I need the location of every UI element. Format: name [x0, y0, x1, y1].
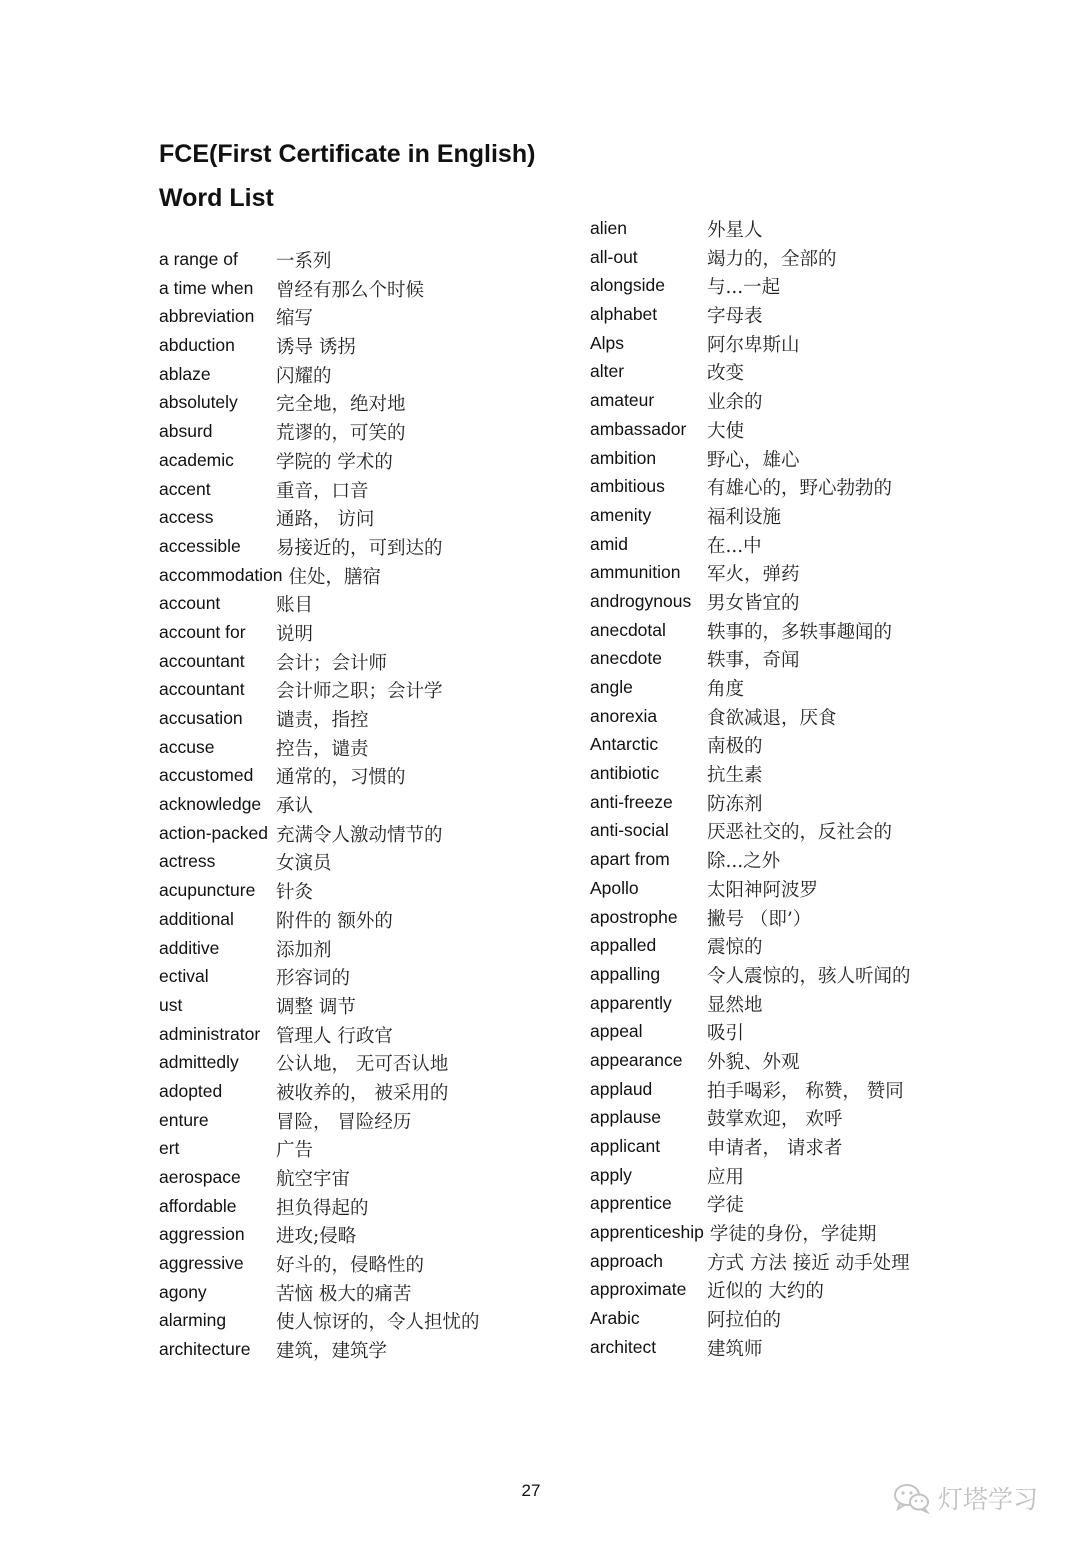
word-entry	[590, 331, 1010, 360]
word-entry	[159, 304, 579, 333]
english-word: angle	[590, 677, 633, 697]
english-word: accountant	[159, 679, 245, 700]
word-entry	[590, 704, 1010, 733]
chinese-meaning: 外貌、外观	[707, 1051, 800, 1073]
chinese-meaning: 完全地，绝对地	[276, 394, 406, 416]
chinese-meaning: 充满令人激动情节的	[276, 824, 443, 846]
chinese-meaning: 大使	[707, 420, 745, 442]
word-entry	[159, 620, 579, 649]
english-word: anorexia	[590, 705, 658, 726]
word-entry	[159, 763, 579, 792]
word-entry	[590, 790, 1010, 819]
word-entry	[159, 1022, 579, 1051]
chinese-meaning: 荒谬的，可笑的	[276, 423, 406, 445]
chinese-meaning: 显然地	[707, 994, 763, 1016]
english-word: amid	[590, 533, 628, 554]
word-entry	[159, 1108, 579, 1137]
chinese-meaning: 女演员	[276, 853, 332, 875]
chinese-meaning: 学院的 学术的	[276, 451, 393, 473]
english-word: alphabet	[590, 304, 658, 325]
word-entry	[590, 905, 1010, 934]
chinese-meaning: 在...中	[707, 535, 762, 557]
word-entry	[590, 417, 1010, 446]
word-entry	[159, 1251, 579, 1280]
word-entry	[159, 1308, 579, 1337]
word-entry	[159, 1337, 579, 1366]
english-word: ambitious	[590, 476, 665, 497]
chinese-meaning: 太阳神阿波罗	[707, 879, 819, 901]
word-entry	[590, 646, 1010, 675]
english-word: approximate	[590, 1279, 687, 1300]
word-entry	[159, 1165, 579, 1194]
english-word: applicant	[590, 1136, 661, 1156]
chinese-meaning: 令人震惊的，骇人听闻的	[707, 965, 911, 987]
english-word: Alps	[590, 332, 625, 353]
english-word: all-out	[590, 246, 638, 267]
chinese-meaning: 鼓掌欢迎， 欢呼	[707, 1109, 843, 1131]
word-entry	[159, 735, 579, 764]
word-entry	[159, 534, 579, 563]
word-entry	[159, 1194, 579, 1223]
page-title-line-2: Word List	[159, 184, 274, 212]
english-word: additional	[159, 908, 234, 929]
page-number: 27	[521, 1481, 541, 1500]
chinese-meaning: 学徒	[707, 1195, 745, 1217]
word-entry	[159, 362, 579, 391]
word-entry	[159, 849, 579, 878]
english-word: actress	[159, 851, 216, 872]
chinese-meaning: 改变	[707, 363, 745, 385]
word-entry	[590, 1306, 1010, 1335]
chinese-meaning: 针灸	[276, 882, 314, 904]
watermark-text: 灯塔学习	[938, 1485, 1039, 1514]
english-word: accommodation	[159, 564, 283, 585]
chinese-meaning: 承认	[276, 796, 314, 818]
english-word: a time when	[159, 277, 254, 298]
chinese-meaning: 管理人 行政官	[276, 1025, 393, 1047]
english-word: acupuncture	[159, 880, 256, 901]
chinese-meaning: 会计；会计师	[276, 652, 388, 674]
chinese-meaning: 公认地， 无可否认地	[276, 1054, 449, 1076]
chinese-meaning: 应用	[707, 1166, 745, 1188]
chinese-meaning: 广告	[276, 1140, 314, 1162]
english-word: aggression	[159, 1224, 245, 1245]
english-word: accessible	[159, 535, 241, 556]
chinese-meaning: 轶事，奇闻	[707, 650, 800, 672]
word-entry	[159, 878, 579, 907]
english-word: adopted	[159, 1080, 223, 1101]
watermark	[892, 1480, 1038, 1516]
chinese-meaning: 轶事的，多轶事趣闻的	[707, 621, 893, 643]
chinese-meaning: 添加剂	[276, 939, 332, 961]
english-word: alarming	[159, 1310, 227, 1331]
word-entry	[159, 907, 579, 936]
word-entry	[159, 1222, 579, 1251]
word-entry	[159, 591, 579, 620]
word-entry	[159, 563, 579, 592]
chinese-meaning: 野心，雄心	[707, 449, 800, 471]
english-word: anti-social	[590, 820, 669, 841]
english-word: ust	[159, 994, 183, 1015]
chinese-meaning: 建筑，建筑学	[276, 1341, 388, 1363]
chinese-meaning: 使人惊讶的，令人担忧的	[276, 1312, 480, 1334]
english-word: alter	[590, 361, 625, 382]
chinese-meaning: 吸引	[707, 1023, 745, 1045]
english-word: admittedly	[159, 1052, 239, 1073]
english-word: abduction	[159, 335, 235, 356]
english-word: agony	[159, 1281, 207, 1302]
word-entry	[159, 706, 579, 735]
word-entry	[590, 1163, 1010, 1192]
word-entry	[590, 589, 1010, 618]
english-word: aerospace	[159, 1167, 241, 1187]
word-entry	[159, 419, 579, 448]
english-word: abbreviation	[159, 306, 255, 327]
word-entry	[159, 964, 579, 993]
chinese-meaning: 食欲减退，厌食	[707, 707, 837, 729]
word-entry	[590, 359, 1010, 388]
english-word: ectival	[159, 966, 209, 987]
chinese-meaning: 附件的 额外的	[276, 910, 393, 932]
word-entry	[590, 560, 1010, 589]
english-word: anti-freeze	[590, 791, 673, 812]
chinese-meaning: 拍手喝彩， 称赞， 赞同	[707, 1080, 904, 1102]
word-entry	[590, 446, 1010, 475]
chinese-meaning: 诱导 诱拐	[276, 337, 356, 359]
word-entry	[159, 505, 579, 534]
word-entry	[590, 1019, 1010, 1048]
left-word-column	[159, 247, 579, 1366]
word-entry	[590, 1048, 1010, 1077]
english-word: academic	[159, 449, 234, 470]
chinese-meaning: 撇号 （即’）	[707, 908, 812, 930]
english-word: accent	[159, 478, 211, 499]
english-word: architect	[590, 1336, 657, 1357]
chinese-meaning: 一系列	[276, 251, 332, 272]
chinese-meaning: 航空宇宙	[276, 1169, 351, 1190]
english-word: access	[159, 507, 214, 528]
word-entry	[590, 991, 1010, 1020]
chinese-meaning: 阿拉伯的	[707, 1310, 782, 1332]
english-word: administrator	[159, 1023, 261, 1044]
word-entry	[590, 962, 1010, 991]
english-word: aggressive	[159, 1253, 244, 1274]
english-word: apparently	[590, 992, 672, 1013]
word-entry	[159, 1136, 579, 1165]
english-word: apart from	[590, 849, 670, 870]
english-word: ert	[159, 1138, 180, 1159]
chinese-meaning: 好斗的，侵略性的	[276, 1255, 425, 1277]
english-word: accustomed	[159, 765, 254, 786]
chinese-meaning: 与...一起	[707, 277, 781, 299]
word-entry	[590, 732, 1010, 761]
word-entry	[590, 876, 1010, 905]
chinese-meaning: 账目	[276, 595, 314, 617]
english-word: anecdotal	[590, 619, 666, 640]
english-word: appalled	[590, 935, 657, 956]
chinese-meaning: 军火，弹药	[707, 564, 800, 586]
word-entry	[590, 761, 1010, 790]
word-entry	[159, 1079, 579, 1108]
chinese-meaning: 苦恼 极大的痛苦	[276, 1283, 412, 1305]
word-entry	[590, 933, 1010, 962]
word-entry	[590, 1191, 1010, 1220]
word-entry	[159, 936, 579, 965]
chinese-meaning: 抗生素	[707, 765, 763, 787]
word-entry	[590, 503, 1010, 532]
english-word: amenity	[590, 504, 652, 525]
word-entry	[590, 1277, 1010, 1306]
chinese-meaning: 男女皆宜的	[707, 592, 800, 614]
english-word: ammunition	[590, 562, 681, 583]
word-entry	[590, 388, 1010, 417]
chinese-meaning: 闪耀的	[276, 365, 332, 387]
chinese-meaning: 调整 调节	[276, 996, 356, 1018]
word-entry	[590, 245, 1010, 274]
word-entry	[159, 477, 579, 506]
chinese-meaning: 易接近的，可到达的	[276, 537, 443, 559]
chinese-meaning: 冒险， 冒险经历	[276, 1111, 412, 1133]
chinese-meaning: 形容词的	[276, 968, 351, 990]
chinese-meaning: 有雄心的，野心勃勃的	[707, 478, 893, 500]
word-entry	[159, 821, 579, 850]
english-word: a range of	[159, 249, 238, 269]
english-word: amateur	[590, 390, 655, 411]
english-word: affordable	[159, 1195, 237, 1216]
word-entry	[590, 302, 1010, 331]
english-word: Antarctic	[590, 734, 659, 755]
english-word: appalling	[590, 963, 661, 984]
chinese-meaning: 厌恶社交的，反社会的	[707, 822, 893, 844]
english-word: accountant	[159, 650, 245, 671]
english-word: acknowledge	[159, 794, 262, 815]
word-entry	[159, 247, 579, 276]
word-entry	[590, 1220, 1010, 1249]
page-title-line-1: FCE(First Certificate in English)	[159, 140, 536, 168]
word-entry	[590, 1105, 1010, 1134]
english-word: alongside	[590, 275, 665, 296]
chinese-meaning: 除...之外	[707, 851, 781, 873]
chinese-meaning: 担负得起的	[276, 1197, 369, 1219]
word-entry	[590, 1335, 1010, 1364]
english-word: absolutely	[159, 392, 238, 413]
word-entry	[590, 675, 1010, 704]
chinese-meaning: 会计师之职；会计学	[276, 681, 443, 703]
chinese-meaning: 谴责，指控	[276, 710, 369, 731]
chinese-meaning: 角度	[707, 679, 745, 700]
word-entry	[159, 1280, 579, 1309]
english-word: additive	[159, 937, 220, 958]
english-word: accusation	[159, 708, 243, 728]
word-entry	[159, 649, 579, 678]
wechat-logo-icon	[892, 1482, 932, 1514]
word-entry	[590, 1249, 1010, 1278]
english-word: apprentice	[590, 1193, 672, 1214]
word-entry	[590, 216, 1010, 245]
english-word: ambition	[590, 447, 657, 468]
chinese-meaning: 说明	[276, 623, 314, 645]
english-word: Arabic	[590, 1308, 640, 1329]
english-word: architecture	[159, 1339, 251, 1360]
english-word: apply	[590, 1164, 632, 1185]
chinese-meaning: 通常的，习惯的	[276, 767, 406, 789]
word-entry	[159, 390, 579, 419]
english-word: antibiotic	[590, 763, 660, 784]
english-word: enture	[159, 1109, 209, 1130]
right-word-column	[590, 216, 1010, 1364]
chinese-meaning: 近似的 大约的	[707, 1281, 824, 1303]
chinese-meaning: 字母表	[707, 306, 763, 328]
english-word: applause	[590, 1107, 662, 1128]
chinese-meaning: 建筑师	[707, 1338, 763, 1360]
english-word: accuse	[159, 736, 215, 757]
chinese-meaning: 缩写	[276, 308, 314, 330]
chinese-meaning: 南极的	[707, 736, 763, 758]
word-entry	[159, 677, 579, 706]
word-entry	[590, 474, 1010, 503]
english-word: approach	[590, 1250, 663, 1271]
chinese-meaning: 申请者， 请求者	[707, 1138, 843, 1159]
english-word: alien	[590, 218, 627, 238]
english-word: appeal	[590, 1021, 643, 1042]
word-entry	[159, 333, 579, 362]
english-word: account for	[159, 621, 246, 642]
chinese-meaning: 进攻;侵略	[276, 1226, 357, 1248]
english-word: ambassador	[590, 418, 687, 439]
chinese-meaning: 住处，膳宿	[288, 566, 382, 588]
english-word: ablaze	[159, 363, 211, 384]
chinese-meaning: 竭力的，全部的	[707, 248, 837, 270]
word-entry	[159, 276, 579, 305]
word-entry	[590, 847, 1010, 876]
chinese-meaning: 福利设施	[707, 506, 782, 528]
english-word: anecdote	[590, 648, 663, 669]
chinese-meaning: 外星人	[707, 220, 763, 241]
chinese-meaning: 阿尔卑斯山	[707, 334, 800, 356]
chinese-meaning: 曾经有那么个时候	[276, 279, 425, 301]
chinese-meaning: 震惊的	[707, 937, 763, 959]
english-word: absurd	[159, 421, 213, 442]
word-entry	[590, 618, 1010, 647]
english-word: appearance	[590, 1049, 683, 1070]
english-word: account	[159, 593, 221, 614]
english-word: apostrophe	[590, 906, 678, 927]
english-word: action-packed	[159, 822, 268, 843]
chinese-meaning: 防冻剂	[707, 793, 763, 815]
chinese-meaning: 学徒的身份，学徒期	[709, 1224, 877, 1246]
chinese-meaning: 被收养的， 被采用的	[276, 1082, 449, 1104]
word-entry	[590, 818, 1010, 847]
word-entry	[590, 1077, 1010, 1106]
chinese-meaning: 重音，口音	[276, 480, 369, 502]
chinese-meaning: 业余的	[707, 392, 763, 414]
chinese-meaning: 通路， 访问	[276, 509, 375, 531]
chinese-meaning: 控告，谴责	[276, 738, 369, 760]
chinese-meaning: 方式 方法 接近 动手处理	[707, 1252, 910, 1274]
word-entry	[590, 532, 1010, 561]
word-entry	[159, 993, 579, 1022]
word-entry	[590, 273, 1010, 302]
english-word: apprenticeship	[590, 1222, 704, 1243]
english-word: Apollo	[590, 877, 639, 898]
english-word: androgynous	[590, 590, 692, 611]
word-entry	[159, 792, 579, 821]
word-entry	[590, 1134, 1010, 1163]
english-word: applaud	[590, 1078, 653, 1099]
word-entry	[159, 448, 579, 477]
word-entry	[159, 1050, 579, 1079]
